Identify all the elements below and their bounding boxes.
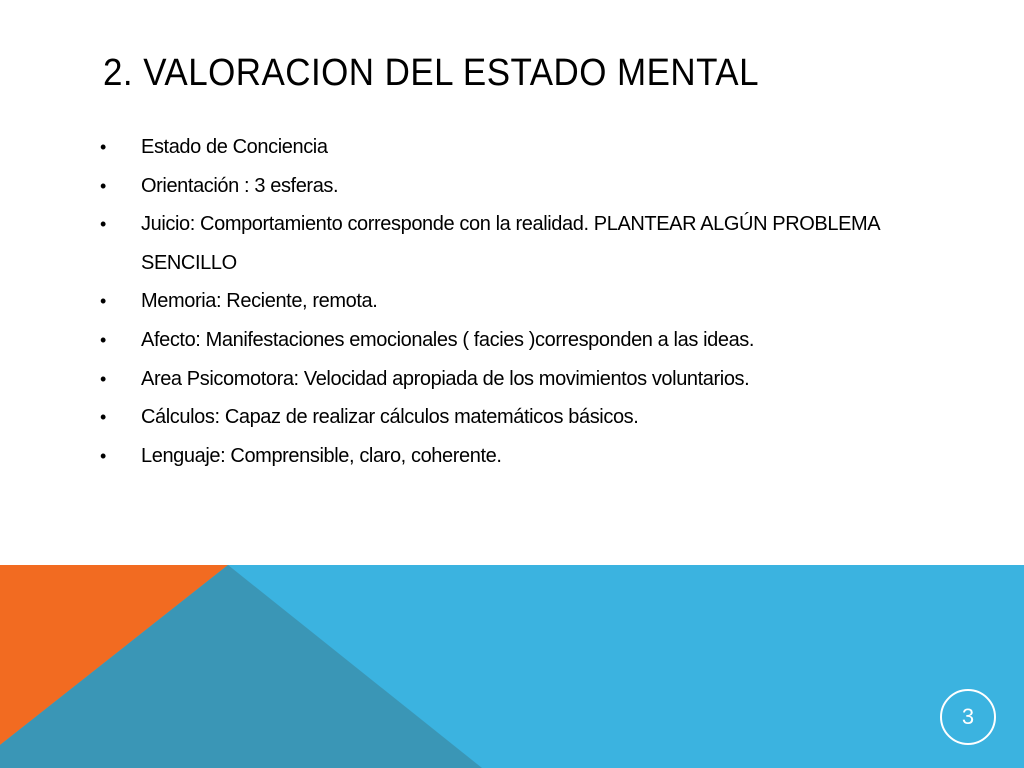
bullet-text: Estado de Conciencia	[141, 136, 328, 158]
bullet-icon: •	[100, 445, 107, 466]
bullet-icon: •	[100, 214, 107, 235]
slide-title: 2. VALORACION DEL ESTADO MENTAL	[103, 52, 759, 94]
bullet-item-estado-conciencia	[100, 128, 880, 167]
bullet-icon: •	[100, 368, 107, 389]
bullet-item-afecto	[100, 321, 880, 360]
bullet-icon: •	[100, 329, 107, 350]
bullet-item-calculos	[100, 398, 880, 437]
bullet-text: Memoria: Reciente, remota.	[141, 290, 378, 313]
bullet-icon: •	[100, 175, 107, 196]
bullet-icon: •	[100, 407, 107, 428]
bullet-item-memoria	[100, 282, 880, 321]
bullet-icon: •	[100, 137, 107, 157]
bullet-list	[100, 128, 880, 475]
bullet-text: Area Psicomotora: Velocidad apropiada de los movimientos voluntarios.	[141, 367, 750, 390]
page-number-badge	[940, 689, 996, 745]
bullet-item-orientacion	[100, 167, 880, 206]
bullet-text: Juicio: Comportamiento corresponde con la realidad. PLANTEAR ALGÚN PROBLEMA SENCILLO	[141, 213, 880, 274]
bullet-item-juicio	[100, 205, 880, 282]
bullet-item-lenguaje	[100, 437, 880, 476]
bullet-item-area-psicomotora	[100, 360, 880, 399]
bullet-text: Lenguaje: Comprensible, claro, coherente.	[141, 444, 502, 467]
bullet-icon: •	[100, 291, 107, 312]
page-number: 3	[961, 704, 975, 729]
bullet-text: Orientación : 3 esferas.	[141, 174, 339, 197]
bullet-text: Afecto: Manifestaciones emocionales ( facies )corresponden a las ideas.	[141, 328, 755, 351]
bullet-text: Cálculos: Capaz de realizar cálculos matemáticos básicos.	[141, 406, 639, 429]
decorative-bottom-band	[0, 565, 1024, 768]
